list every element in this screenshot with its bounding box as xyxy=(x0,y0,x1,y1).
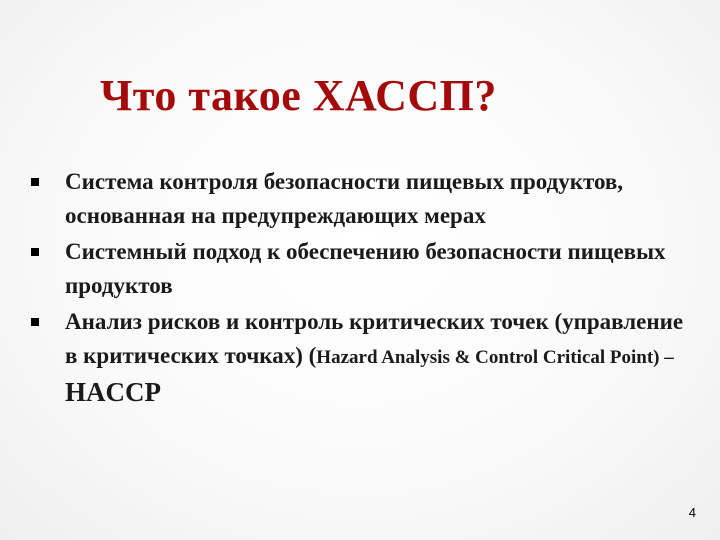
bullet-item-haccp-definition xyxy=(30,165,690,233)
bullet-item-system-approach xyxy=(30,235,690,303)
bullet-text: Системный подход к обеспечению безопасности пищевых продуктов xyxy=(65,239,666,298)
bullet-item-risk-analysis xyxy=(30,305,690,411)
square-bullet-icon xyxy=(31,248,39,256)
square-bullet-icon xyxy=(31,318,39,326)
bullet-text-hazard: Hazard Analysis & Control Critical Point) – xyxy=(316,347,674,368)
bullet-text-acronym: HACCP xyxy=(65,377,161,407)
page-number: 4 xyxy=(688,505,696,520)
bullet-text-main: Анализ рисков и контроль критических точек (управление в критических точках) ( xyxy=(65,309,684,368)
square-bullet-icon xyxy=(31,178,39,186)
bullet-text: Система контроля безопасности пищевых продуктов, основанная на предупреждающих мерах xyxy=(65,169,624,228)
slide-title: Что такое ХАССП? xyxy=(100,71,497,120)
bullet-list xyxy=(30,165,690,413)
